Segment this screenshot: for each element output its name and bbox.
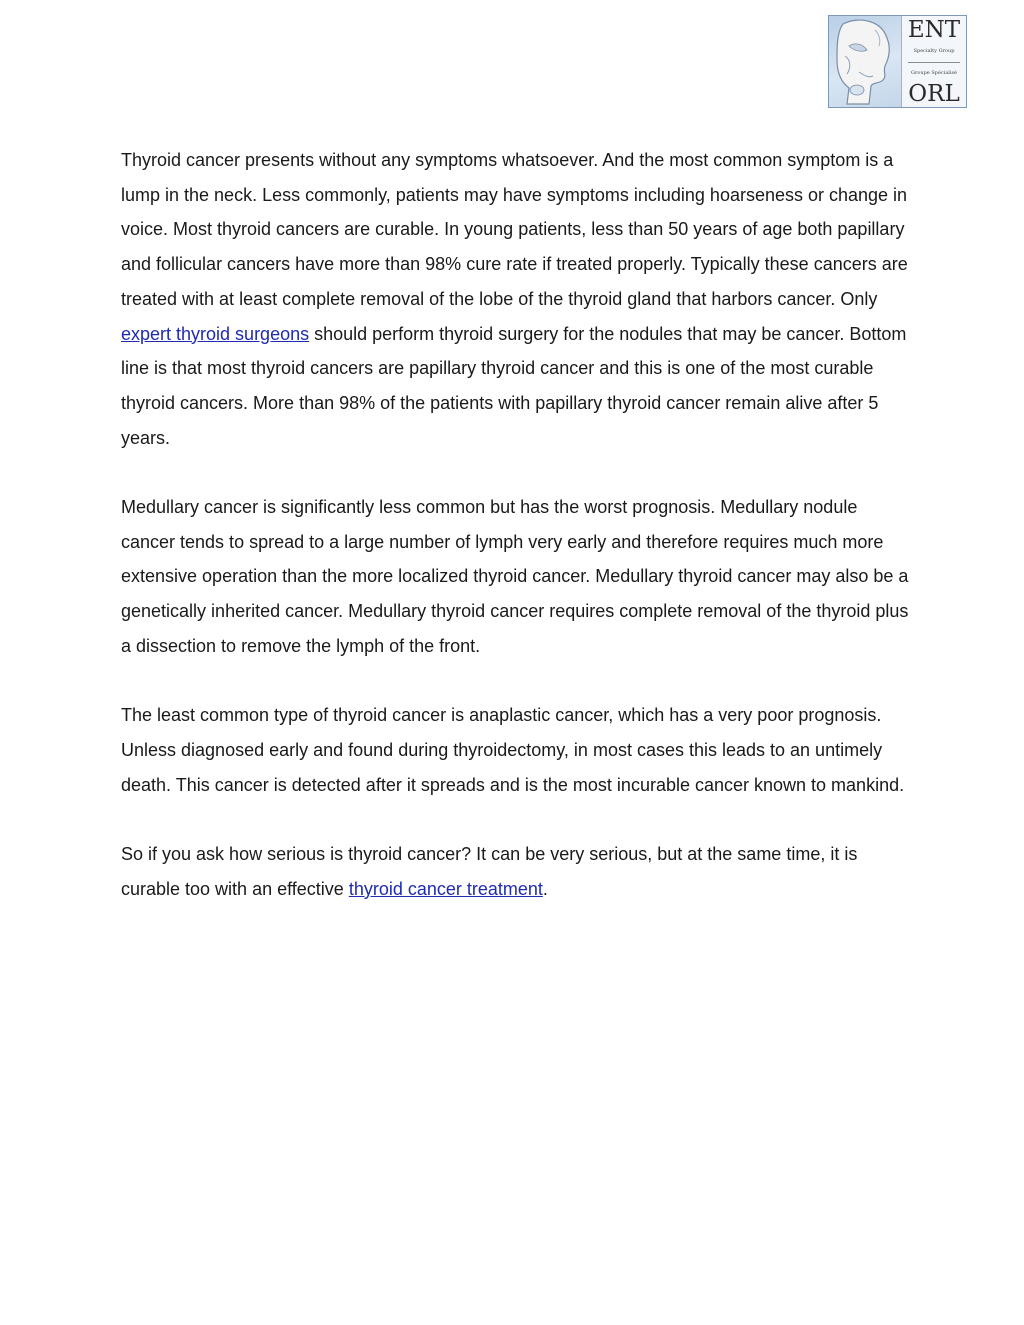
ent-orl-logo: [828, 15, 967, 108]
logo-orl-text: ORL: [908, 81, 960, 107]
paragraph-conclusion: [121, 837, 911, 906]
paragraph-medullary: Medullary cancer is significantly less common but has the worst prognosis. Medullary nodule cancer tends to spread to a large number of lymph very early and therefore requires much more extensive operation than the more localized thyroid cancer. Medullary thyroid cancer may also be a genetically inherited cancer. Medullary thyroid cancer requires complete removal of the thyroid plus a dissection to remove the lymph of the front.: [121, 497, 909, 656]
logo-specialty-caption: Specialty Group: [913, 48, 955, 55]
paragraph-text: .: [542, 878, 548, 899]
paragraph-text: should perform thyroid surgery for the nodules that may be cancer. Bottom line is that most thyroid cancers are papillary thyroid cancer and this is one of the most curable thyroid cancers. More than 98% of the patients with papillary thyroid cancer remain alive after 5 years.: [121, 323, 907, 448]
paragraph-anaplastic: The least common type of thyroid cancer is anaplastic cancer, which has a very poor prognosis. Unless diagnosed early and found during thyroidectomy, in most cases this leads to an untimely death. This cancer is detected after it spreads and is the most incurable cancer known to mankind.: [121, 705, 905, 795]
paragraph-text: Thyroid cancer presents without any symptoms whatsoever. And the most common symptom is a lump in the neck. Less commonly, patients may have symptoms including hoarseness or change in voice. Most thyroid cancers are curable. In young patients, less than 50 years of age both papillary and follicular cancers have more than 98% cure rate if treated properly. Typically these cancers are treated with at least complete removal of the lobe of the thyroid gland that harbors cancer. Only: [121, 150, 908, 309]
head-profile-icon: [829, 16, 901, 107]
logo-groupe-caption: Groupe Spécialisé: [910, 69, 958, 76]
logo-wordmark: [902, 16, 966, 107]
thyroid-cancer-treatment-link[interactable]: thyroid cancer treatment: [348, 878, 543, 899]
paragraph-papillary: [121, 143, 911, 455]
logo-divider: [908, 62, 960, 63]
logo-ent-text: ENT: [907, 17, 961, 43]
head-profile-illustration: [829, 16, 902, 107]
paragraph-text: So if you ask how serious is thyroid cancer? It can be very serious, but at the same time, it is curable too with an effective: [121, 844, 858, 899]
article-body: [121, 143, 911, 941]
expert-thyroid-surgeons-link[interactable]: expert thyroid surgeons: [121, 323, 310, 344]
